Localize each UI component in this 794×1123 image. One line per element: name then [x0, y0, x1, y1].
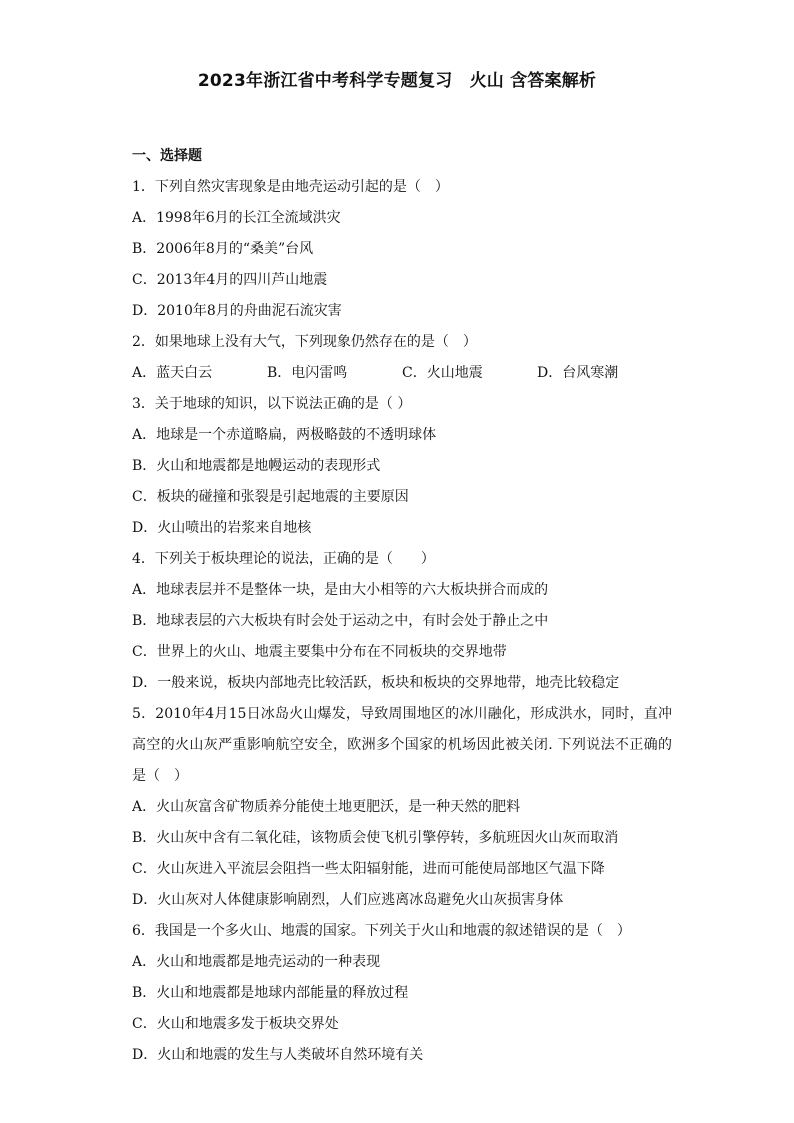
option-c: C．2013年4月的四川芦山地震 [132, 272, 328, 288]
question-stem: 4．下列关于板块理论的说法，正确的是（ ） [132, 551, 435, 567]
option-d: D．一般来说，板块内部地壳比较活跃，板块和板块的交界地带，地壳比较稳定 [132, 675, 620, 691]
option-d: D．2010年8月的舟曲泥石流灾害 [132, 303, 342, 319]
document-title: 2023年浙江省中考科学专题复习 火山 含答案解析 [197, 71, 597, 91]
option-b: B．火山和地震都是地球内部能量的释放过程 [132, 985, 409, 1001]
option-c: C．世界上的火山、地震主要集中分布在不同板块的交界地带 [132, 644, 507, 660]
question-4 [132, 544, 672, 699]
question-stem: 3．关于地球的知识，以下说法正确的是（ ） [132, 396, 412, 412]
option-b: B．2006年8月的“桑美”台风 [132, 241, 314, 257]
question-2 [132, 327, 672, 389]
question-stem: 6．我国是一个多火山、地震的国家。下列关于火山和地震的叙述错误的是（ ） [132, 923, 631, 939]
option-d: D．火山灰对人体健康影响剧烈，人们应逃离冰岛避免火山灰损害身体 [132, 892, 564, 908]
option-c: C．火山和地震多发于板块交界处 [132, 1016, 339, 1032]
option-d: D．火山和地震的发生与人类破坏自然环境有关 [132, 1047, 424, 1063]
question-5 [132, 699, 672, 916]
options-row [132, 358, 672, 389]
question-3 [132, 389, 672, 544]
question-1 [132, 172, 672, 327]
option-b: B．火山灰中含有二氧化硅，该物质会使飞机引擎停转，多航班因火山灰而取消 [132, 830, 619, 846]
section-heading: 一、选择题 [132, 148, 202, 164]
question-stem: 5．2010年4月15日冰岛火山爆发，导致周围地区的冰川融化，形成洪水，同时，直冲高空的火山灰严重影响航空安全，欧洲多个国家的机场因此被关闭. 下列说法不正确的是（ ） [132, 706, 672, 784]
option-b: B．地球表层的六大板块有时会处于运动之中，有时会处于静止之中 [132, 613, 549, 629]
option-c: C．火山地震 [402, 365, 483, 381]
option-a: A．地球表层并不是整体一块，是由大小相等的六大板块拼合而成的 [132, 582, 549, 598]
document-content [132, 141, 672, 1071]
option-a: A．火山和地震都是地壳运动的一种表现 [132, 954, 381, 970]
option-a: A．1998年6月的长江全流域洪灾 [132, 210, 341, 226]
option-c: C．火山灰进入平流层会阻挡一些太阳辐射能，进而可能使局部地区气温下降 [132, 861, 605, 877]
option-a: A．地球是一个赤道略扁，两极略鼓的不透明球体 [132, 427, 437, 443]
option-c: C．板块的碰撞和张裂是引起地震的主要原因 [132, 489, 409, 505]
option-d: D．火山喷出的岩浆来自地核 [132, 520, 312, 536]
option-d: D．台风寒潮 [537, 365, 619, 381]
option-a: A．蓝天白云 [132, 365, 213, 381]
option-a: A．火山灰富含矿物质养分能使土地更肥沃，是一种天然的肥料 [132, 799, 521, 815]
question-stem: 1．下列自然灾害现象是由地壳运动引起的是（ ） [132, 179, 449, 195]
question-6 [132, 916, 672, 1071]
option-b: B．电闪雷鸣 [267, 365, 348, 381]
option-b: B．火山和地震都是地幔运动的表现形式 [132, 458, 381, 474]
question-stem: 2．如果地球上没有大气，下列现象仍然存在的是（ ） [132, 334, 477, 350]
